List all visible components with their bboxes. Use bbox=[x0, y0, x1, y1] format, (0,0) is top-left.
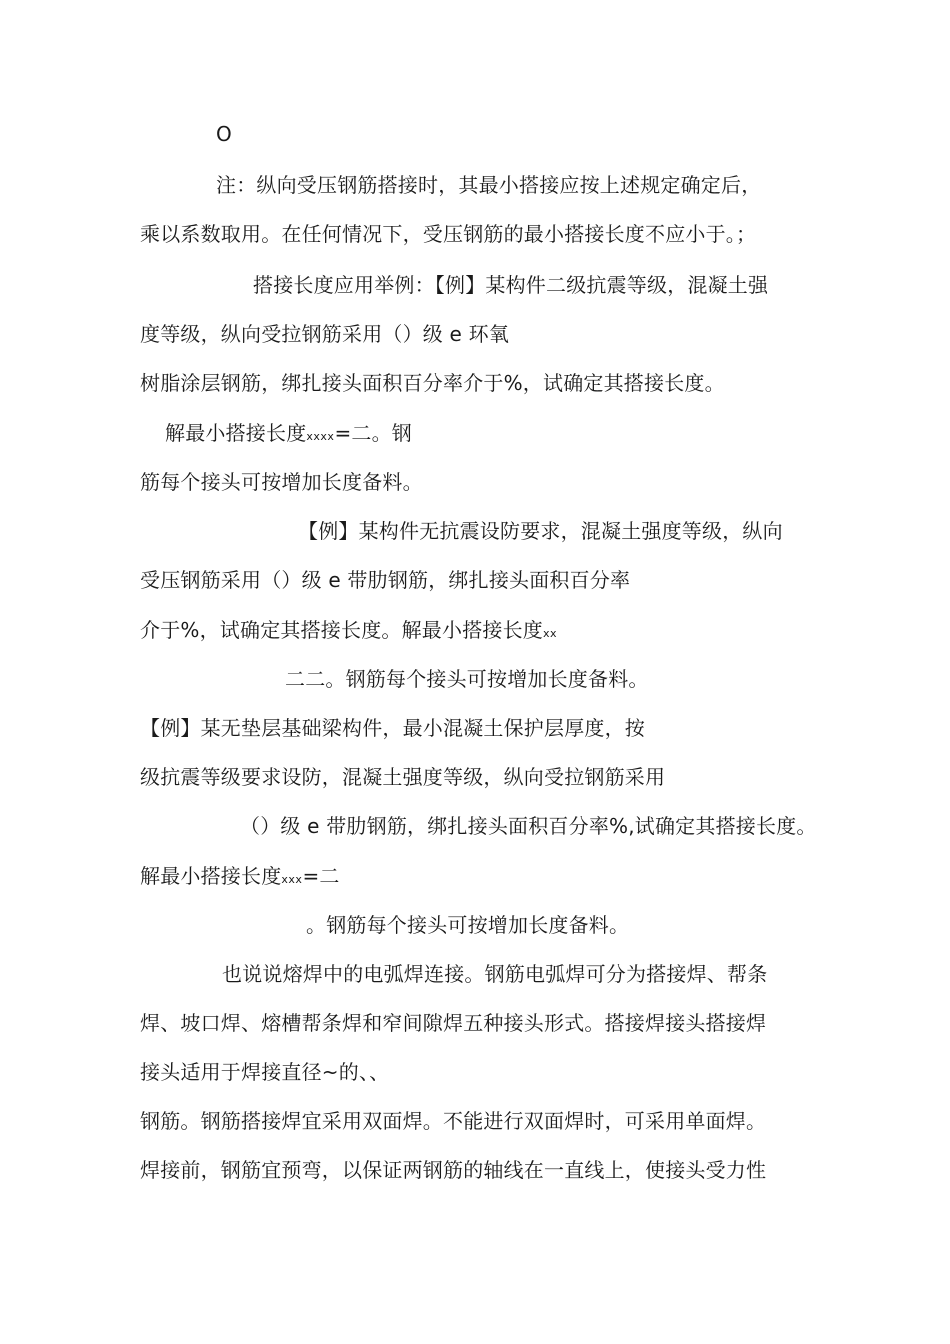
text-line-13: 【例】某无垫层基础梁构件，最小混凝土保护层厚度，按 bbox=[140, 716, 645, 740]
text-line-14: 级抗震等级要求设防，混凝土强度等级，纵向受拉钢筋采用 bbox=[140, 765, 666, 789]
text-line-1: O bbox=[216, 122, 232, 146]
text-line-16 bbox=[140, 863, 340, 893]
text-line-19: 焊、坡口焊、熔槽帮条焊和窄间隙焊五种接头形式。搭接焊接头搭接焊 bbox=[140, 1011, 767, 1035]
text-segment: 介于%，试确定其搭接长度。解最小搭接长度 bbox=[140, 618, 544, 642]
text-segment: =二。钢 bbox=[334, 421, 413, 445]
text-line-6: 树脂涂层钢筋，绑扎接头面积百分率介于%，试确定其搭接长度。 bbox=[140, 371, 725, 395]
text-line-17: 。钢筋每个接头可按增加长度备料。 bbox=[306, 913, 630, 937]
text-line-12: 二二。钢筋每个接头可按增加长度备料。 bbox=[285, 667, 649, 691]
text-line-4: 搭接长度应用举例：【例】某构件二级抗震等级，混凝土强 bbox=[253, 273, 769, 297]
text-line-20: 接头适用于焊接直径~的、、 bbox=[140, 1060, 390, 1084]
text-segment: 解最小搭接长度 bbox=[140, 864, 282, 888]
text-line-10: 受压钢筋采用（）级 e 带肋钢筋，绑扎接头面积百分率 bbox=[140, 568, 631, 592]
text-line-5: 度等级，纵向受拉钢筋采用（）级 e 环氧 bbox=[140, 322, 510, 346]
text-line-3: 乘以系数取用。在任何情况下，受压钢筋的最小搭接长度不应小于。； bbox=[140, 222, 757, 246]
text-line-7 bbox=[165, 420, 412, 450]
text-line-8: 筋每个接头可按增加长度备料。 bbox=[140, 470, 423, 494]
text-segment: 解最小搭接长度 bbox=[165, 421, 307, 445]
small-text: xx bbox=[543, 627, 558, 640]
text-line-2: 注：纵向受压钢筋搭接时，其最小搭接应按上述规定确定后， bbox=[216, 173, 762, 197]
text-line-18: 也说说熔焊中的电弧焊连接。钢筋电弧焊可分为搭接焊、帮条 bbox=[222, 962, 768, 986]
text-line-11 bbox=[140, 617, 557, 647]
small-text: xxx bbox=[281, 873, 303, 886]
text-line-15: （）级 e 带肋钢筋，绑扎接头面积百分率%,试确定其搭接长度。 bbox=[240, 814, 817, 838]
text-segment: =二 bbox=[302, 864, 340, 888]
small-text: xxxx bbox=[306, 430, 335, 443]
text-line-22: 焊接前，钢筋宜预弯，以保证两钢筋的轴线在一直线上，使接头受力性 bbox=[140, 1158, 767, 1182]
text-line-9: 【例】某构件无抗震设防要求，混凝土强度等级，纵向 bbox=[298, 519, 783, 543]
text-line-21: 钢筋。钢筋搭接焊宜采用双面焊。不能进行双面焊时，可采用单面焊。 bbox=[140, 1109, 767, 1133]
